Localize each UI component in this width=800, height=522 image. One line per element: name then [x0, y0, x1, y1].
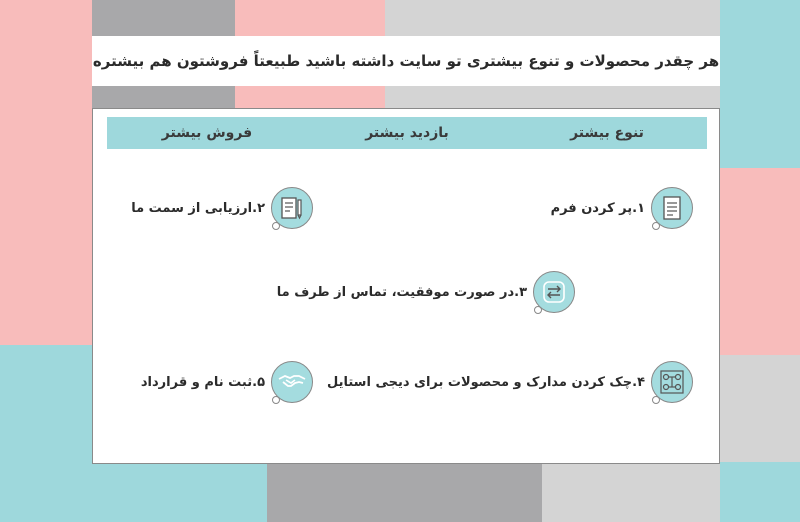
bg-tile	[0, 0, 92, 345]
checklist-icon	[651, 361, 693, 403]
bg-tile	[92, 0, 235, 36]
column-header-row	[107, 117, 707, 149]
column-header-variety: تنوع بیشتر	[570, 125, 644, 141]
bg-tile	[720, 0, 800, 168]
bg-tile	[542, 464, 720, 522]
column-header-sales: فروش بیشتر	[161, 125, 253, 141]
bg-tile	[720, 462, 800, 522]
step-label: ۵.ثبت نام و قرارداد	[140, 374, 265, 390]
bg-tile	[385, 0, 720, 36]
bg-tile	[267, 464, 542, 522]
step-label: ۱.پر کردن فرم	[550, 200, 645, 216]
step-registration	[141, 361, 313, 403]
bg-tile	[235, 0, 385, 36]
bg-tile	[92, 464, 267, 522]
bg-tile	[720, 168, 800, 355]
exchange-arrows-icon	[533, 271, 575, 313]
form-document-icon	[651, 187, 693, 229]
bg-tile	[92, 86, 235, 108]
bg-tile	[0, 345, 92, 522]
step-contact	[277, 271, 575, 313]
bg-tile	[235, 86, 385, 108]
step-label: ۲.ارزیابی از سمت ما	[131, 200, 265, 216]
step-label: ۳.در صورت موفقیت، تماس از طرف ما	[276, 284, 527, 300]
step-check-documents	[327, 361, 693, 403]
step-evaluation	[131, 187, 313, 229]
column-header-visits: بازدید بیشتر	[365, 125, 449, 141]
bg-tile	[385, 86, 720, 108]
document-pen-icon	[271, 187, 313, 229]
page-title-text: هر چقدر محصولات و تنوع بیشتری تو سایت داشته باشید طبیعتاً فروشتون هم بیشتره	[92, 52, 720, 70]
bg-tile	[720, 355, 800, 462]
handshake-icon	[271, 361, 313, 403]
page-title	[92, 36, 720, 86]
step-label: ۴.چک کردن مدارک و محصولات برای دیجی استایل	[327, 374, 645, 390]
steps-card	[92, 108, 720, 464]
step-fill-form	[551, 187, 693, 229]
